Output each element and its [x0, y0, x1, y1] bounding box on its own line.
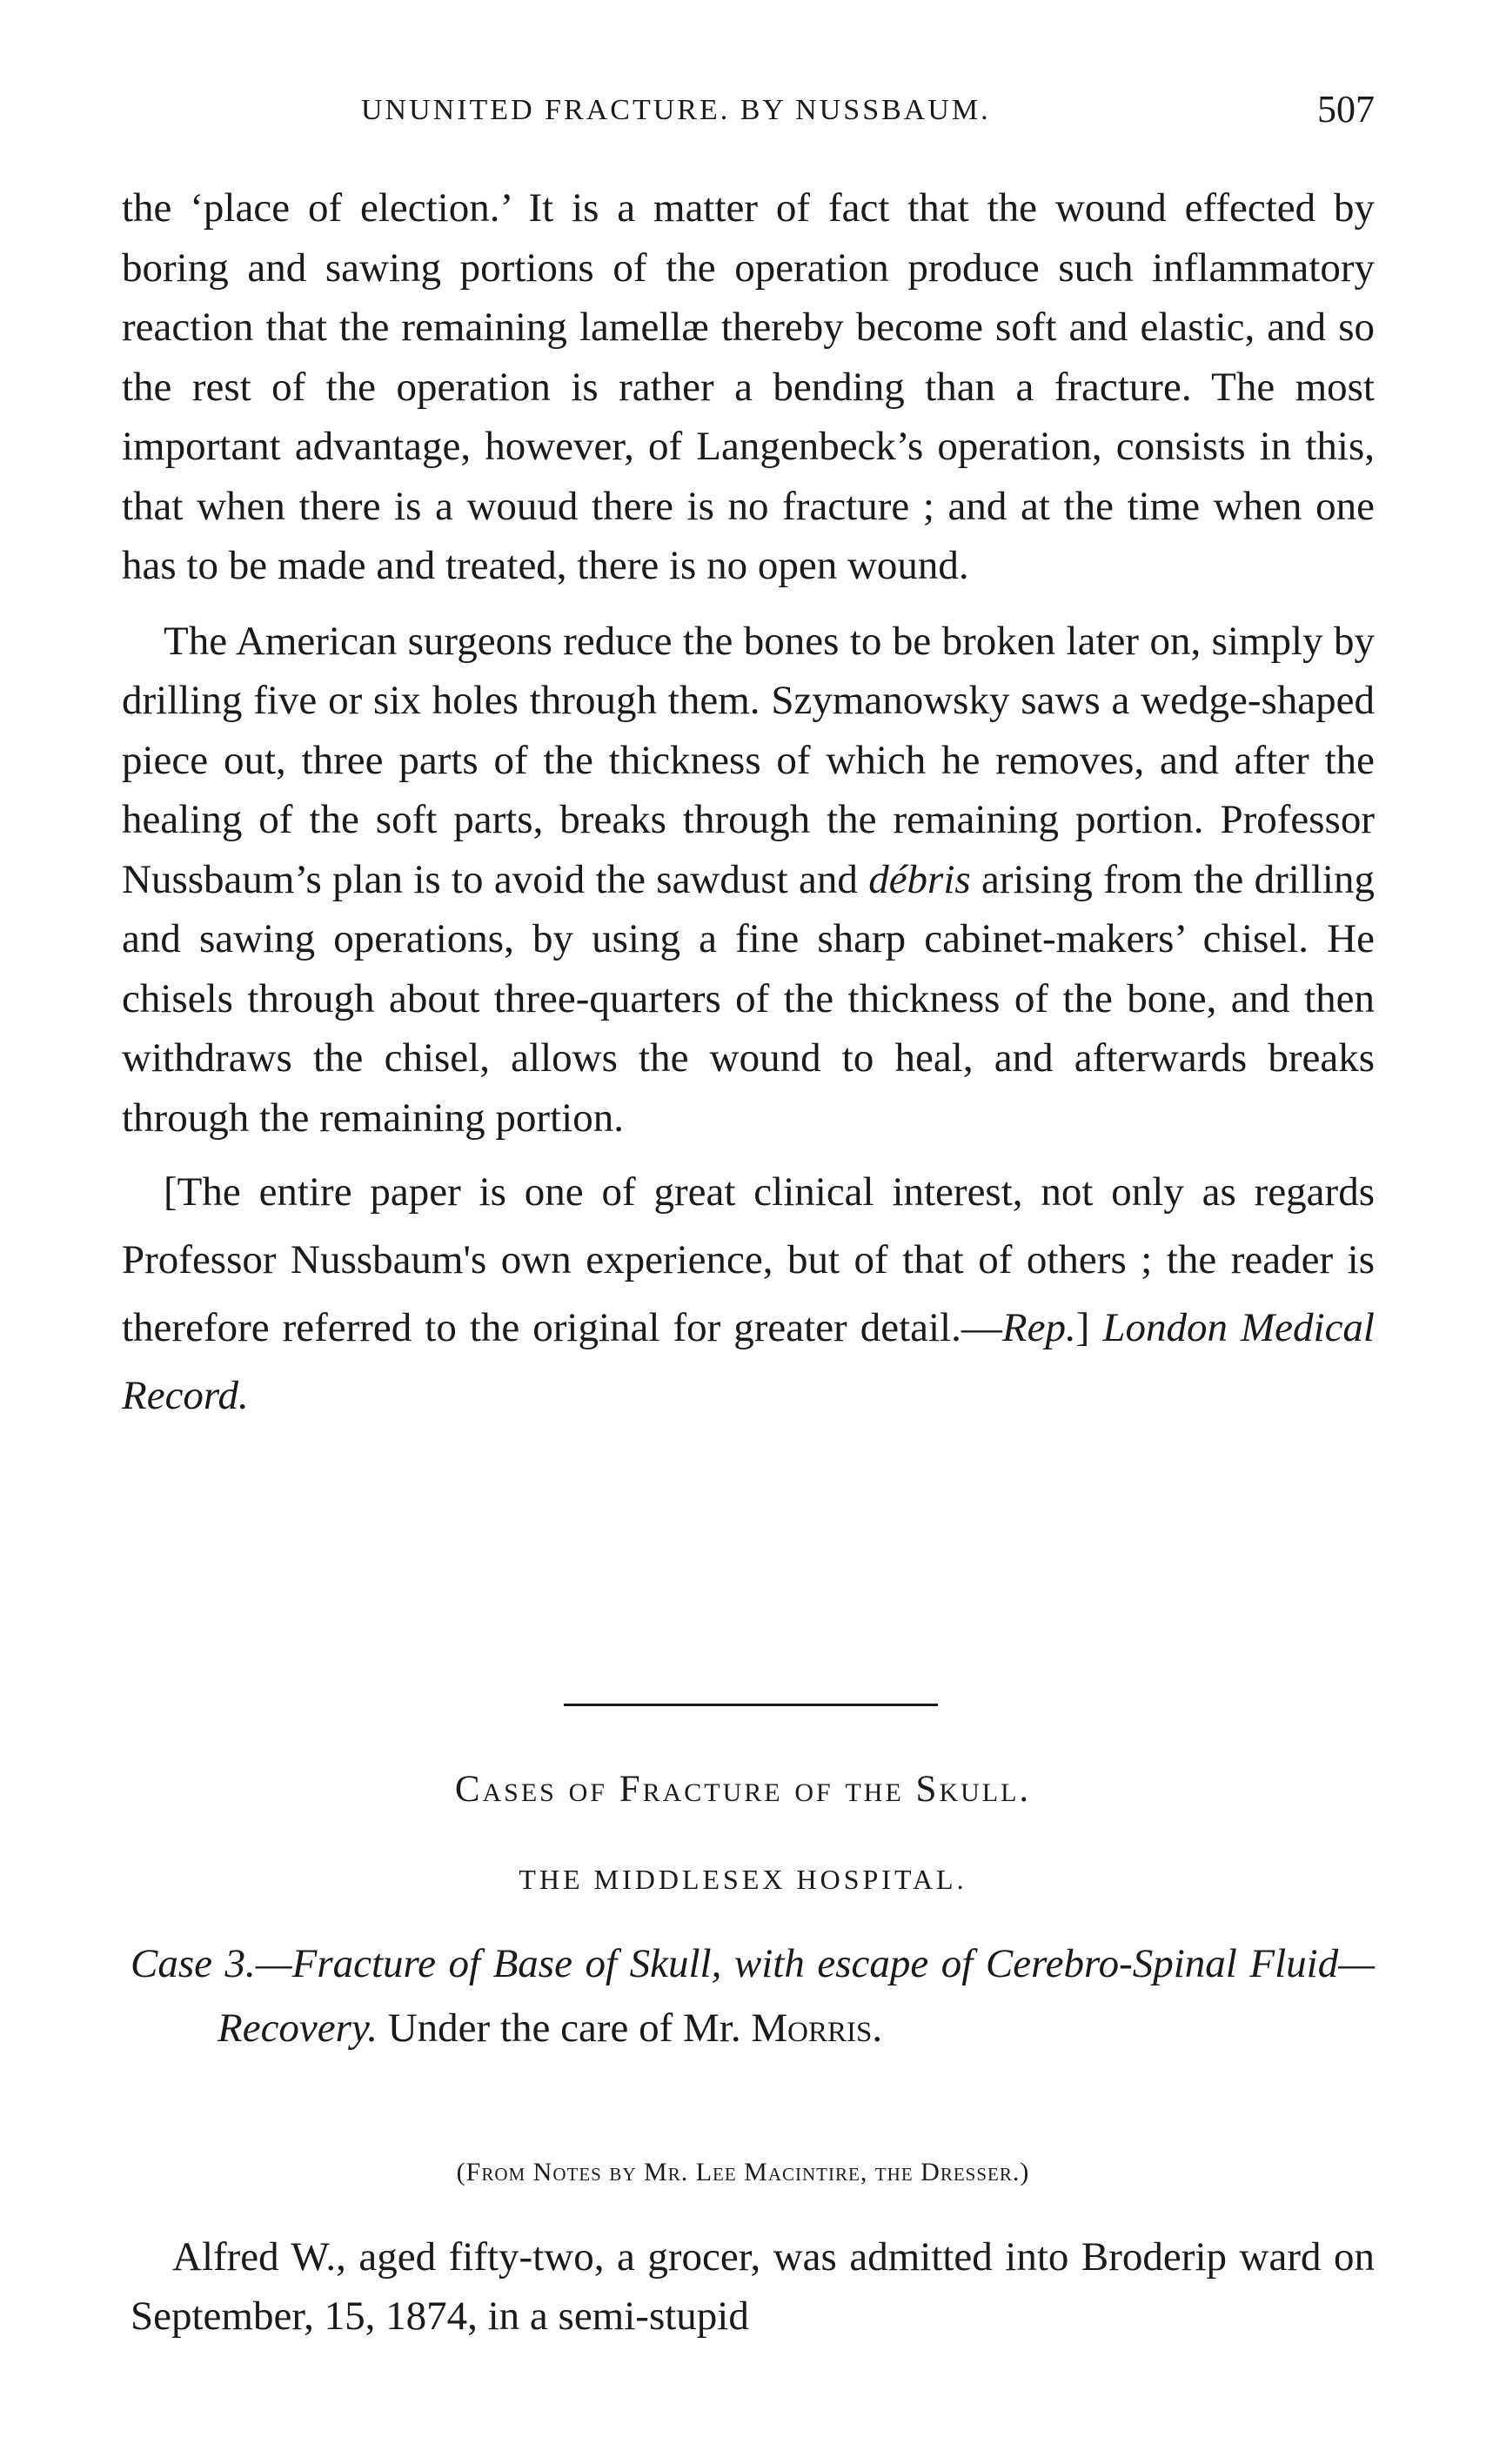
body-text	[122, 178, 1375, 1430]
hospital-heading: THE MIDDLESEX HOSPITAL.	[519, 1864, 967, 1895]
editor-note-source: London Medical Record.	[122, 1305, 1375, 1418]
case-surgeon: Morris.	[751, 2005, 883, 2051]
running-head-title: UNUNITED FRACTURE. BY NUSSBAUM.	[361, 94, 991, 126]
notes-attribution: (From Notes by Mr. Lee Macintire, the Dresser.)	[456, 2158, 1030, 2186]
case-heading-text	[131, 1932, 1375, 2060]
case-label: Case 3.	[131, 1941, 256, 1986]
case-care: Under the care of Mr.	[377, 2005, 752, 2051]
section-title: Cases of Fracture of the Skull.	[454, 1769, 1032, 1810]
case-title: —Fracture of Base of Skull, with escape of Cerebro-Spinal Fluid—Recovery.	[218, 1941, 1376, 2051]
page-number: 507	[1317, 88, 1375, 131]
running-head	[122, 88, 1375, 146]
case-paragraph	[131, 2227, 1375, 2346]
editor-note	[122, 1158, 1375, 1430]
paragraph-2-text-b: arising from the drilling and sawing operations, by using a fine sharp cabinet-makers’ chisel. He chisels through about three-quarters of the thickness of the bone, and then withdraws the chisel, allows the wound to heal, and afterwards breaks through the remaining portion.	[122, 856, 1375, 1141]
editor-note-rep: Rep.	[1001, 1305, 1076, 1350]
case-paragraph-text: Alfred W., aged fifty-two, a grocer, was admitted into Broderip ward on September, 15, 1874, in a semi-stupid	[131, 2234, 1375, 2339]
editor-note-bracket: ]	[1075, 1305, 1103, 1350]
section-divider	[564, 1704, 938, 1706]
paragraph-1: the ‘place of election.’ It is a matter of fact that the wound effected by boring and sawing portions of the operation produce such inflammatory reaction that the remaining lamellæ thereby become soft and elastic, and so the rest of the operation is rather a bending than a fracture. The most important advantage, however, of Langenbeck’s operation, consists in this, that when there is a wouud there is no fracture ; and at the time when one has to be made and treated, there is no open wound.	[122, 185, 1375, 588]
paragraph-2	[122, 612, 1375, 1148]
case-heading	[131, 1932, 1375, 2060]
editor-note-text: [The entire paper is one of great clinical interest, not only as regards Professor Nussbaum's own experience, but of that of others ; the reader is therefore referred to the original for greater detail.—	[122, 1169, 1375, 1350]
debris-italic: débris	[868, 856, 971, 902]
paragraph-2-text-a: The American surgeons reduce the bones to be broken later on, simply by drilling five or six holes through them. Szymanowsky saws a wedge-shaped piece out, three parts of the thickness of which he removes, and after the healing of the soft parts, breaks through the remaining portion. Professor Nussbaum’s plan is to avoid the sawdust and	[122, 618, 1375, 902]
